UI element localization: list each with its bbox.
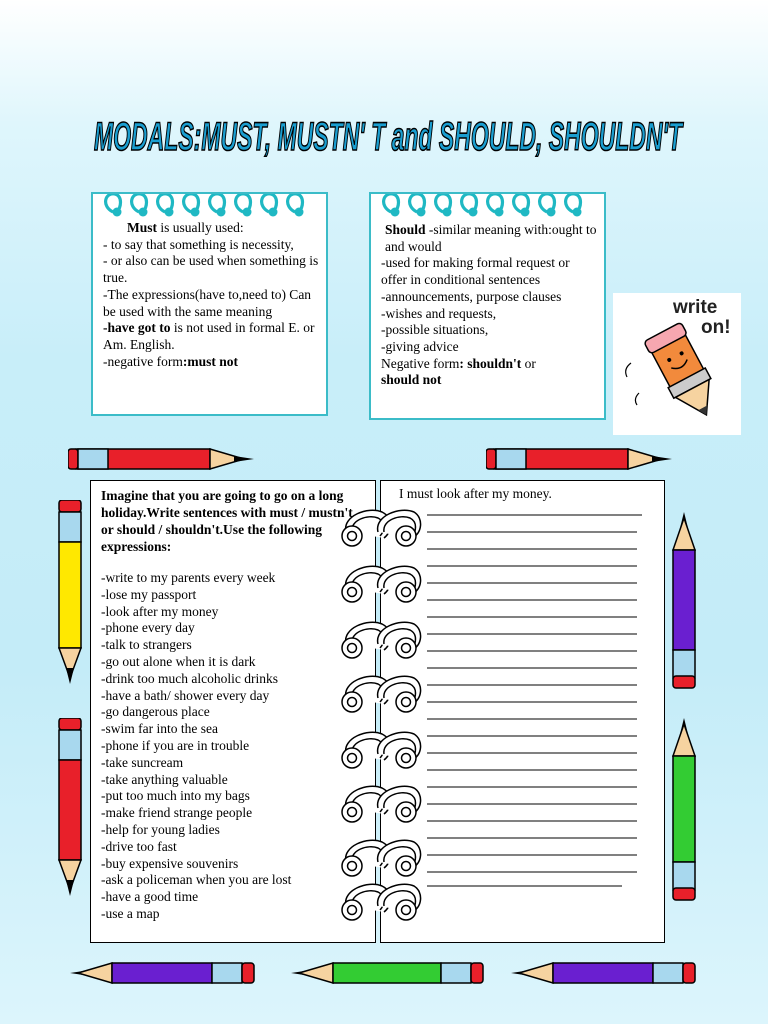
list-item: -buy expensive souvenirs: [101, 855, 239, 871]
should-negative-line: Negative form: shouldn't or should not: [381, 355, 536, 388]
list-item: -help for young ladies: [101, 821, 220, 837]
should-heading: Should: [385, 222, 426, 237]
list-item: -have a bath/ shower every day: [101, 687, 270, 703]
must-line: -The expressions(have to,need to) Can be used with the same meaning: [103, 286, 312, 319]
list-item: -put too much into my bags: [101, 788, 250, 804]
on-word: on!: [701, 317, 731, 338]
list-item: -write to my parents every week: [101, 570, 276, 585]
svg-text:MODALS:MUST, MUSTN' T and SHOU: MODALS:MUST, MUSTN' T and SHOULD, SHOULDN'T: [94, 115, 685, 159]
must-line: - to say that something is necessity,: [103, 236, 294, 252]
red-pencil-right: [486, 446, 674, 472]
green-pencil-bottom: [289, 960, 485, 986]
should-line: -possible situations,: [381, 322, 489, 338]
list-item: -go out alone when it is dark: [101, 653, 256, 669]
list-item: -take suncream: [101, 754, 184, 770]
should-line: -announcements, purpose clauses: [381, 288, 562, 304]
expressions-page: [90, 480, 376, 943]
must-note-box: Must is usually used: - to say that something is necessity, - or also can be used when something is true. -The expressions(have to,need to) Can be used with the same meaning -have got to is not used in formal E. or Am. English. -negative form:must not: [91, 192, 328, 416]
exercise-notebook: [90, 480, 665, 943]
must-have-got-line: -have got to is not used in formal E. or Am. English.: [103, 320, 315, 352]
purple-pencil-bottom-right: [509, 960, 697, 986]
list-item: -make friend strange people: [101, 805, 253, 821]
write-word: write: [673, 297, 718, 318]
list-item: -look after my money: [101, 603, 219, 619]
should-line: -used for making formal request or offer in conditional sentences: [381, 255, 570, 288]
list-item: -take anything valuable: [101, 771, 228, 787]
list-item: -have a good time: [101, 889, 199, 905]
expressions-list: [101, 570, 367, 923]
red-pencil-left: [68, 446, 256, 472]
list-item: -phone every day: [101, 620, 195, 636]
list-item: -go dangerous place: [101, 704, 210, 720]
write-on-clipart: [613, 293, 741, 435]
answer-page: [380, 480, 665, 943]
yellow-pencil: [56, 500, 84, 686]
list-item: -talk to strangers: [101, 637, 192, 653]
red-pencil-vertical: [56, 718, 84, 898]
list-item: -use a map: [101, 905, 160, 921]
green-pencil-vertical: [670, 718, 698, 904]
should-line: -wishes and requests,: [381, 305, 497, 321]
must-line: - or also can be used when something is true.: [103, 253, 319, 286]
list-item: -drive too fast: [101, 838, 177, 854]
list-item: -ask a policeman when you are lost: [101, 872, 292, 888]
should-note-box: Should -similar meaning with:ought to and would -used for making formal request or offer in conditional sentences -announcements, purpose clauses -wishes and requests, -possible situations, -giving advice Negative form: shouldn't or should not: [369, 192, 606, 420]
list-item: -drink too much alcoholic drinks: [101, 670, 278, 686]
exercise-instructions: Imagine that you are going to go on a long holiday.Write sentences with must / mustn't or should / shouldn't.Use the following expressions:: [101, 488, 353, 554]
should-line: -giving advice: [381, 338, 459, 354]
must-negative-line: -negative form:must not: [103, 353, 238, 369]
list-item: -phone if you are in trouble: [101, 737, 250, 753]
list-item: -swim far into the sea: [101, 721, 218, 737]
purple-pencil-bottom: [68, 960, 256, 986]
spiral-rings: [93, 192, 328, 220]
example-sentence: I must look after my money.: [399, 486, 552, 501]
purple-pencil-vertical: [670, 512, 698, 690]
spiral-rings: [371, 192, 606, 220]
list-item: -lose my passport: [101, 586, 197, 602]
must-heading: Must: [127, 220, 157, 235]
answer-lines[interactable]: [395, 481, 655, 901]
worksheet-title: [88, 100, 688, 164]
notebook-binding-rings: [338, 480, 422, 943]
